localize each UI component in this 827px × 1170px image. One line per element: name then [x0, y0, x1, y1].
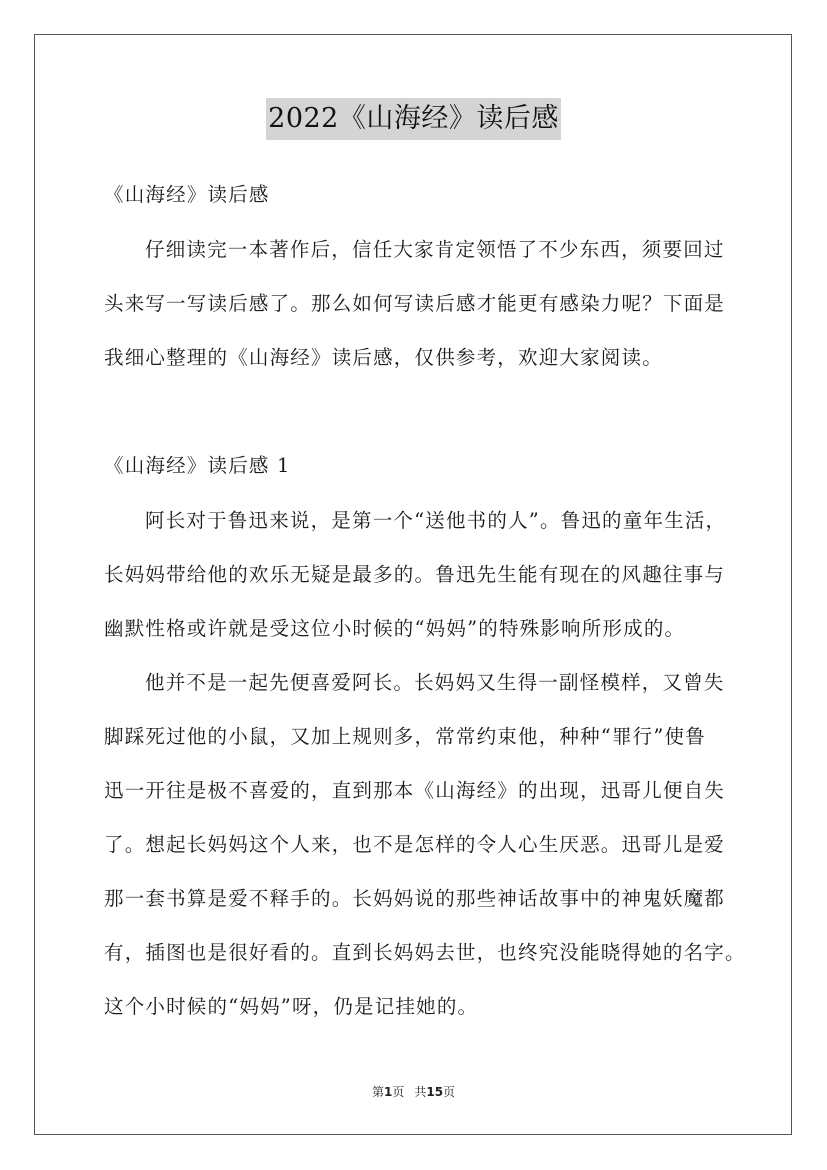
page-footer: [0, 1083, 827, 1100]
total-prefix: 共: [414, 1085, 427, 1099]
paragraph1-line-3: 幽默性格或许就是受这位小时候的“妈妈”的特殊影响所形成的。: [104, 617, 686, 640]
title-container: [0, 98, 827, 140]
paragraph2-line-3: 迅一开往是极不喜爱的，直到那本《山海经》的出现，迅哥儿便自失: [104, 779, 726, 802]
page-prefix: 第: [371, 1085, 384, 1099]
section-heading: 《山海经》读后感: [104, 183, 270, 206]
paragraph2-line-5: 那一套书算是爱不释手的。长妈妈说的那些神话故事中的神鬼妖魔都: [104, 887, 726, 910]
paragraph2-line-7: 这个小时候的“妈妈”呀，仍是记挂她的。: [104, 995, 479, 1018]
paragraph1-line-2: 长妈妈带给他的欢乐无疑是最多的。鲁迅先生能有现在的风趣往事与: [104, 563, 726, 586]
intro-line-2: 头来写一写读后感了。那么如何写读后感才能更有感染力呢？下面是: [104, 292, 726, 315]
paragraph1-line-1: 阿长对于鲁迅来说，是第一个“送他书的人”。鲁迅的童年生活，: [145, 509, 727, 532]
intro-line-1: 仔细读完一本著作后，信任大家肯定领悟了不少东西，须要回过: [145, 238, 725, 261]
document-title: 2022《山海经》读后感: [266, 98, 561, 140]
page-number: 1: [383, 1085, 393, 1099]
paragraph2-line-1: 他并不是一起先便喜爱阿长。长妈妈又生得一副怪模样，又曾失: [145, 671, 725, 694]
total-suffix: 页: [443, 1085, 456, 1099]
total-pages: 15: [426, 1085, 444, 1099]
paragraph2-line-6: 有，插图也是很好看的。直到长妈妈去世，也终究没能晓得她的名字。: [104, 941, 746, 964]
page-suffix: 页: [392, 1085, 405, 1099]
paragraph2-line-4: 了。想起长妈妈这个人来，也不是怎样的令人心生厌恶。迅哥儿是爱: [104, 833, 726, 856]
subsection-heading: 《山海经》读后感 1: [104, 454, 291, 477]
paragraph2-line-2: 脚踩死过他的小鼠，又加上规则多，常常约束他，种种“罪行”使鲁: [104, 725, 706, 748]
intro-line-3: 我细心整理的《山海经》读后感，仅供参考，欢迎大家阅读。: [104, 346, 663, 369]
